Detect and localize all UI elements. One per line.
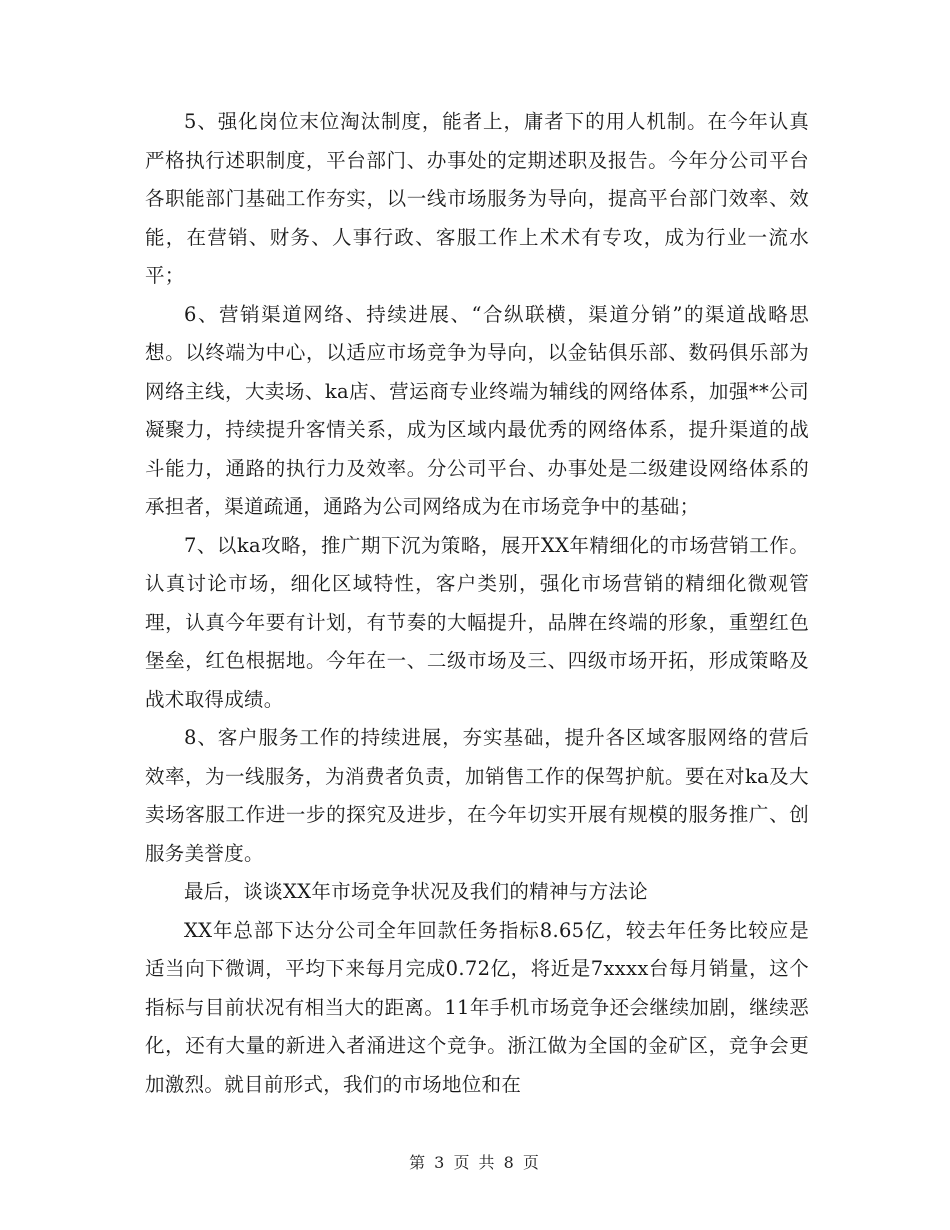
paragraph-market-analysis: XX年总部下达分公司全年回款任务指标8.65亿，较去年任务比较应是适当向下微调，平均下来每月完成0.72亿，将近是7xxxx台每月销量，这个指标与目前状况有相当大的距离。11年手机市场竞争还会继续加剧，继续恶化，还有大量的新进入者涌进这个竞争。浙江做为全国的金矿区，竞争会更加激烈。就目前形式，我们的市场地位和在 bbox=[145, 918, 809, 1096]
paragraph-item-7: 7、以ka攻略，推广期下沉为策略，展开XX年精细化的市场营销工作。认真讨论市场，细化区域特性，客户类别，强化市场营销的精细化微观管理，认真今年要有计划，有节奏的大幅提升，品牌在终端的形象，重塑红色堡垒，红色根据地。今年在一、二级市场及三、四级市场开拓，形成策略及战术取得成绩。 bbox=[145, 533, 809, 711]
paragraph-item-5: 5、强化岗位末位淘汰制度，能者上，庸者下的用人机制。在今年认真严格执行述职制度，平台部门、办事处的定期述职及报告。今年分公司平台各职能部门基础工作夯实，以一线市场服务为导向，提高平台部门效率、效能，在营销、财务、人事行政、客服工作上术术有专攻，成为行业一流水平； bbox=[145, 110, 809, 287]
page-number-footer: 第 3 页 共 8 页 bbox=[409, 1153, 541, 1172]
paragraph-item-6: 6、营销渠道网络、持续进展、“合纵联横，渠道分销”的渠道战略思想。以终端为中心，以适应市场竞争为导向，以金钻俱乐部、数码俱乐部为网络主线，大卖场、ka店、营运商专业终端为辅线的网络体系，加强**公司凝聚力，持续提升客情关系，成为区域内最优秀的网络体系，提升渠道的战斗能力，通路的执行力及效率。分公司平台、办事处是二级建设网络体系的承担者，渠道疏通，通路为公司网络成为在市场竞争中的基础； bbox=[145, 302, 809, 518]
document-body bbox=[145, 103, 809, 1104]
paragraph-conclusion-heading: 最后，谈谈XX年市场竞争状况及我们的精神与方法论 bbox=[184, 880, 648, 903]
paragraph-item-8: 8、客户服务工作的持续进展，夯实基础，提升各区域客服网络的营后效率，为一线服务，为消费者负责，加销售工作的保驾护航。要在对ka及大卖场客服工作进一步的探究及进步，在今年切实开展有规模的服务推广、创服务美誉度。 bbox=[145, 726, 809, 865]
